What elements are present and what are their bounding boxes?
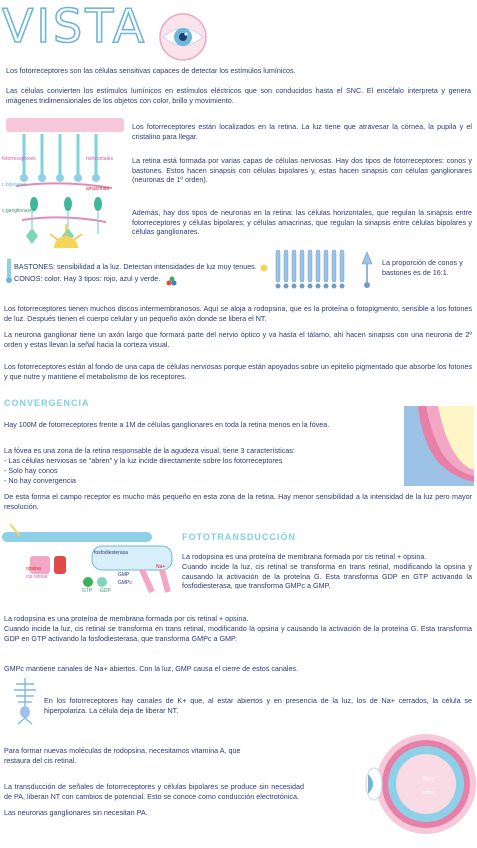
eye-cross-section-drawing (360, 734, 476, 834)
label-gmp: GMP (118, 572, 130, 578)
discs-paragraph-2: La neurona ganglionar tiene un axón largo que formará parte del nervio óptico y va hasta el tálamo, ahí hacen sinapsis con una neurona de 2º orden y estas llevan la señal hacia la corteza visual. (4, 330, 472, 349)
fovea-feature-2: - Solo hay conos (4, 466, 58, 475)
label-gdp: GDP (100, 588, 111, 594)
convergencia-paragraph-1: Hay 100M de fotorreceptores frente a 1M de células ganglionares en toda la retina menos en la fóvea. (4, 420, 330, 429)
proportion-text: La proporción de conos y bastones es de 16:1. (382, 258, 463, 277)
photoreceptor-cell-icon (10, 676, 40, 726)
fototransduccion-paragraph-6: En los fotorreceptores hay canales de K+ que, al estar abiertos y en presencia de la luz, los de Na+ cerrados, la célula se hiperpolariza. La célula deja de liberar NT. (44, 696, 472, 715)
convergencia-paragraph-2: La fóvea es una zona de la retina responsable de la agudeza visual, tiene 3 características: (4, 446, 295, 455)
fototransduccion-paragraph-3: La rodopsina es una proteína de membrana formada por cis retinal + opsina. (4, 614, 249, 623)
fovea-feature-3: - No hay convergencia (4, 476, 76, 485)
eye-icon (158, 12, 208, 62)
final-paragraph-3: Las neuronas ganglionares sin necesitan PA. (4, 808, 148, 817)
fototransduccion-paragraph-5: GMPc mantiene canales de Na+ abiertos. Con la luz, GMP causa el cierre de estos canales. (4, 664, 299, 673)
label-opsina: opsina (26, 566, 41, 572)
label-fotorreceptores: fotorreceptores (2, 156, 36, 162)
fototransduccion-paragraph-1: La rodopsina es una proteína de membrana formada por cis retinal + opsina. (182, 552, 427, 561)
fovea-feature-1: - Las células nerviosas se "abren" y la luz incide directamente sobre los fotorreceptores (4, 456, 283, 465)
fototransduccion-paragraph-4: Cuando incide la luz, cis retinal se transforma en trans retinal, modificando la opsina y causando la activación de la proteína G. Esta transforma GDP en GTP activando la fosfodiesterasa, que transforma GMPc a GMP. (4, 624, 472, 643)
label-gtp: GTP (82, 588, 93, 594)
rods-cones-illustration (274, 248, 350, 294)
retina-paragraph-3: Además, hay dos tipos de neuronas en la retina: las células horizontales, que regulan la sinapsis entre fotorreceptores y células bipolares; y células amacrinas, que regulan la sinapsis entre células bipolares y células ganglionares. (132, 208, 472, 237)
convergencia-paragraph-3: De esta forma el campo receptor es mucho más pequeño en esta zona de la retina. Hay menor sensibilidad a la intensidad de la luz pero mayor resolución. (4, 492, 472, 511)
cone-icon (360, 250, 374, 290)
label-cis-retinal: cis retinal (26, 574, 48, 580)
fovea-section-drawing (404, 406, 474, 486)
rod-icon (4, 258, 14, 286)
final-paragraph-2: La transducción de señales de fotorreceptores y células bipolares se produce sin necesidad de PA, liberan NT con cambios de potencial. Esto se conoce como conducción electrotónica. (4, 782, 304, 801)
label-horizontales: horizontales (86, 156, 113, 162)
color-dots-icon (166, 276, 178, 286)
retina-paragraph-2: La retina está formada por varias capas de células nerviosas. Hay dos tipos de fotorreceptores: conos y bastones. Estos hacen sinapsis con células bipolares y, estas hacen sinapsis con células ganglionares (neuronas de 1º orden). (132, 156, 472, 185)
retina-diagram (2, 116, 128, 254)
label-ganglionares: c.ganglionares (2, 208, 35, 214)
label-gmpc: GMPc (118, 580, 132, 586)
page-title: VISTA (2, 0, 148, 53)
final-paragraph-1: Para formar nuevas moléculas de rodopsina, necesitamos vitamina A, que restaura del cis retinal. (4, 746, 241, 765)
label-amacrinas: amacrinas (86, 186, 110, 192)
eye-cross-section (360, 734, 476, 834)
discs-paragraph-1: Los fotorreceptores tienen muchos discos intermembranosos. Aquí se aloja a rodopsina, que es la proteína o fotopigmento, sensible a los fotones de luz. Después tienen el cuerpo celular y un pequeño axón donde se libera el NT. (4, 304, 472, 323)
label-fosfodiesterasa: fosfodiesterasa (94, 550, 128, 556)
label-bipolares: c.bipolares (2, 182, 27, 188)
membrane-drawing (2, 522, 176, 598)
bastones-text: BASTONES: sensibilidad a la luz. Detectan intensidades de luz muy tenues. (14, 262, 257, 271)
fototransduccion-heading: FOTOTRANSDUCCIÓN (182, 532, 296, 542)
convergencia-heading: CONVERGENCIA (4, 398, 90, 408)
retina-paragraph-1: Los fotorreceptores están localizados en la retina. La luz tiene que atravesar la córnea, la pupila y el cristalino para llegar. (132, 122, 472, 141)
label-retina: retina (422, 790, 435, 796)
sun-icon (256, 262, 272, 274)
intro-paragraph-1: Los fotorreceptores son las células sensitivas capaces de detectar los estímulos lumínicos. (6, 66, 296, 75)
intro-paragraph-2: Las células convierten los estímulos lumínicos en estímulos eléctricos que son conducidos hasta el SNC. El encéfalo interpreta y genera imágenes tridimensionales de los objetos con color, brillo y movimiento. (6, 86, 471, 105)
label-fovea: fóvea (422, 776, 435, 782)
discs-paragraph-3: Los fotorreceptores están al fondo de una capa de células nerviosas porque están apoyados sobre un epitelio pigmentado que absorbe los fotones y que nutre y mantiene el metabolismo de los receptores. (4, 362, 472, 381)
conos-text: CONOS: color. Hay 3 tipos: rojo, azul y verde. (14, 274, 161, 283)
phototransduction-diagram (2, 522, 176, 598)
fototransduccion-paragraph-2: Cuando incide la luz, cis retinal se transforma en trans retinal, modificando la opsina y causando la activación de la proteína G. Esta transforma GDP en GTP activando la fosfodiesterasa, que transforma GMPc a GMP. (182, 562, 472, 591)
label-na: Na+ (156, 564, 166, 570)
